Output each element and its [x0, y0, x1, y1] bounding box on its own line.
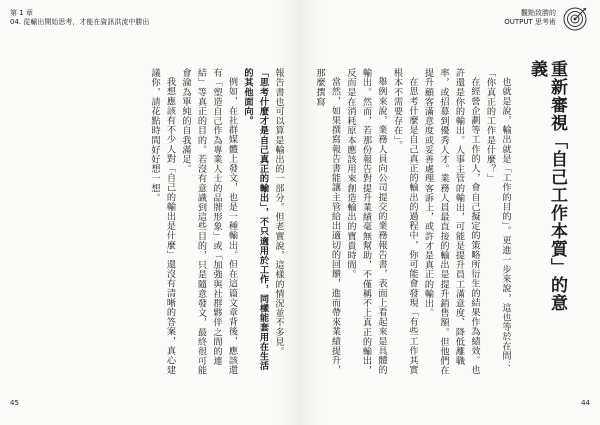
right-body-text [308, 68, 513, 378]
series-title-line-1: 觀點致勝的 [521, 9, 556, 17]
right-page [300, 0, 600, 425]
running-header-chapter [10, 9, 149, 27]
left-paragraph-3: 例如，在社群媒體上發文，也是一種輸出。但在這篇文章背後，應該還有「塑造自己作為專業人士的品牌形象」或「加強與社群夥伴之間的連結」等真正的目的。若沒有意識到這些目的，只是隨意發文，最終很可能會淪為單純的自我滿足。 [180, 68, 238, 376]
target-logo-icon [562, 6, 588, 32]
left-paragraph-4: 我想應該有不少人對「自己的輸出是什麼」還沒有清晰的答案，真心建議你，請花點時間好好想一想。 [149, 68, 176, 375]
left-paragraph-2-emphasis: 「思考什麼才是自己真正的輸出」，不只適用於工作，同樣能套用在生活的其他面向。 [242, 68, 269, 371]
left-body-text [96, 68, 286, 378]
right-paragraph-2: 在經營企劃等工作的人，會自己擬定的策略所衍生的結果作為績效。也許還是你的輸出。人事主管的輸出，可能是提升員工滿意度、降低離職率，或招募到優秀人才。業務人員最直接的輸出是提升銷售額。但他們在提升顧客滿意度或妥善處理客訴上，或許才是真正的輸出。 [422, 68, 480, 376]
section-title: 04. 從輸出開始思考，才能在資訊洪流中勝出 [10, 18, 150, 26]
right-paragraph-1: 也就是說，輸出就是「工作的目的」。更進一步來說，這也等於在問：「你真正的工作是什麼？」 [484, 68, 511, 371]
right-paragraph-4: 舉例來說，業務人員向公司提交的業務報告書，表面上看起來是具體的輸出。然而，若那份報告對提升業績毫無幫助，不僅稱不上真正的輸出，反而是在消耗原本應該用來創造輸出的寶貴時間。 [345, 68, 387, 376]
section-heading: 重新審視「自己工作本質」的意義 [527, 60, 567, 312]
right-paragraph-5: 當然，如果撰寫報告書能讓主管給出適切的回饋，進而帶來業績提升，那麼撰寫 [314, 68, 341, 375]
series-title-line-2: OUTPUT 思考術 [504, 18, 556, 26]
right-paragraph-3: 在思考什麼是自己真正的輸出的過程中，你可能會發現「有些工作其實根本不需要存在」。 [391, 68, 418, 375]
left-paragraph-1: 報告書也可以算是輸出的一部分。但老實說，這樣的情況並不多見。 [273, 68, 284, 356]
running-header-series [504, 9, 556, 27]
chapter-label: 第 1 章 [10, 9, 33, 17]
page-number-left: 45 [10, 399, 19, 407]
page-number-right: 44 [581, 399, 590, 407]
